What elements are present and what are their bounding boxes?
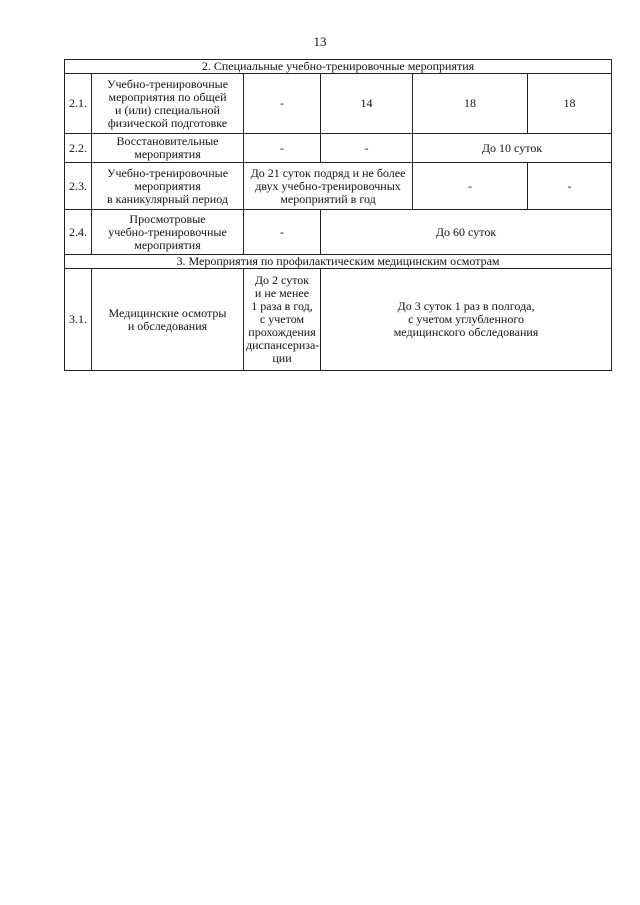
table-row: [65, 134, 612, 163]
value-cell: -: [413, 163, 528, 210]
value-line: 1 раза в год,: [251, 299, 313, 313]
event-name-cell: [92, 134, 244, 163]
event-name-line: мероприятия по общей: [108, 89, 227, 104]
value-cell: [321, 269, 612, 371]
value-line: До 21 суток подряд и не более: [250, 165, 406, 180]
section-3-header-row: [65, 255, 612, 269]
value-cell: [244, 269, 321, 371]
value-cell: До 60 суток: [321, 210, 612, 255]
value-cell: [244, 163, 413, 210]
event-name-line: учебно-тренировочные: [108, 224, 227, 239]
value-line: с учетом углубленного: [408, 312, 524, 326]
event-name-line: мероприятия: [134, 147, 201, 161]
value-cell: -: [244, 210, 321, 255]
event-name-cell: [92, 269, 244, 371]
row-number: 2.1.: [65, 74, 92, 134]
table-row: [65, 163, 612, 210]
event-name-line: мероприятия: [134, 178, 201, 193]
event-name-line: Восстановительные: [116, 134, 219, 148]
value-cell: -: [528, 163, 612, 210]
value-cell: 18: [413, 74, 528, 134]
row-number: 2.3.: [65, 163, 92, 210]
table-row: [65, 210, 612, 255]
value-line: и не менее: [254, 286, 310, 300]
section-2-header-row: [65, 60, 612, 74]
event-name-line: физической подготовке: [107, 115, 228, 130]
event-name-line: Просмотровые: [129, 211, 206, 226]
event-name-cell: [92, 163, 244, 210]
row-number: 2.4.: [65, 210, 92, 255]
event-name-cell: [92, 74, 244, 134]
value-line: ции: [272, 351, 292, 365]
value-cell: -: [244, 134, 321, 163]
value-cell: -: [244, 74, 321, 134]
row-number: 3.1.: [65, 269, 92, 371]
event-name-line: в каникулярный период: [107, 191, 228, 206]
value-cell: 14: [321, 74, 413, 134]
event-name-line: Учебно-тренировочные: [106, 165, 229, 180]
value-cell: -: [321, 134, 413, 163]
value-cell: 18: [528, 74, 612, 134]
row-number: 2.2.: [65, 134, 92, 163]
value-line: медицинского обследования: [393, 325, 539, 339]
event-name-line: Медицинские осмотры: [108, 305, 227, 320]
value-line: диспансериза-: [246, 338, 320, 352]
table-row: [65, 74, 612, 134]
value-line: двух учебно-тренировочных: [255, 178, 401, 193]
value-line: мероприятий в год: [280, 191, 376, 206]
event-name-line: и обследования: [127, 318, 208, 333]
page-number: 13: [313, 34, 327, 49]
value-line: с учетом: [259, 312, 305, 326]
event-name-cell: [92, 210, 244, 255]
event-name-line: Учебно-тренировочные: [106, 76, 229, 91]
event-name-line: и (или) специальной: [115, 102, 220, 117]
table-row: [65, 269, 612, 371]
section-3-heading: 3. Мероприятия по профилактическим медицинским осмотрам: [65, 255, 612, 269]
value-line: До 2 суток: [254, 273, 310, 287]
value-cell: До 10 суток: [413, 134, 612, 163]
events-table: [64, 59, 612, 371]
value-line: До 3 суток 1 раз в полгода,: [397, 299, 535, 313]
section-2-heading: 2. Специальные учебно-тренировочные мероприятия: [65, 60, 612, 74]
value-line: прохождения: [248, 325, 316, 339]
event-name-line: мероприятия: [134, 237, 201, 252]
